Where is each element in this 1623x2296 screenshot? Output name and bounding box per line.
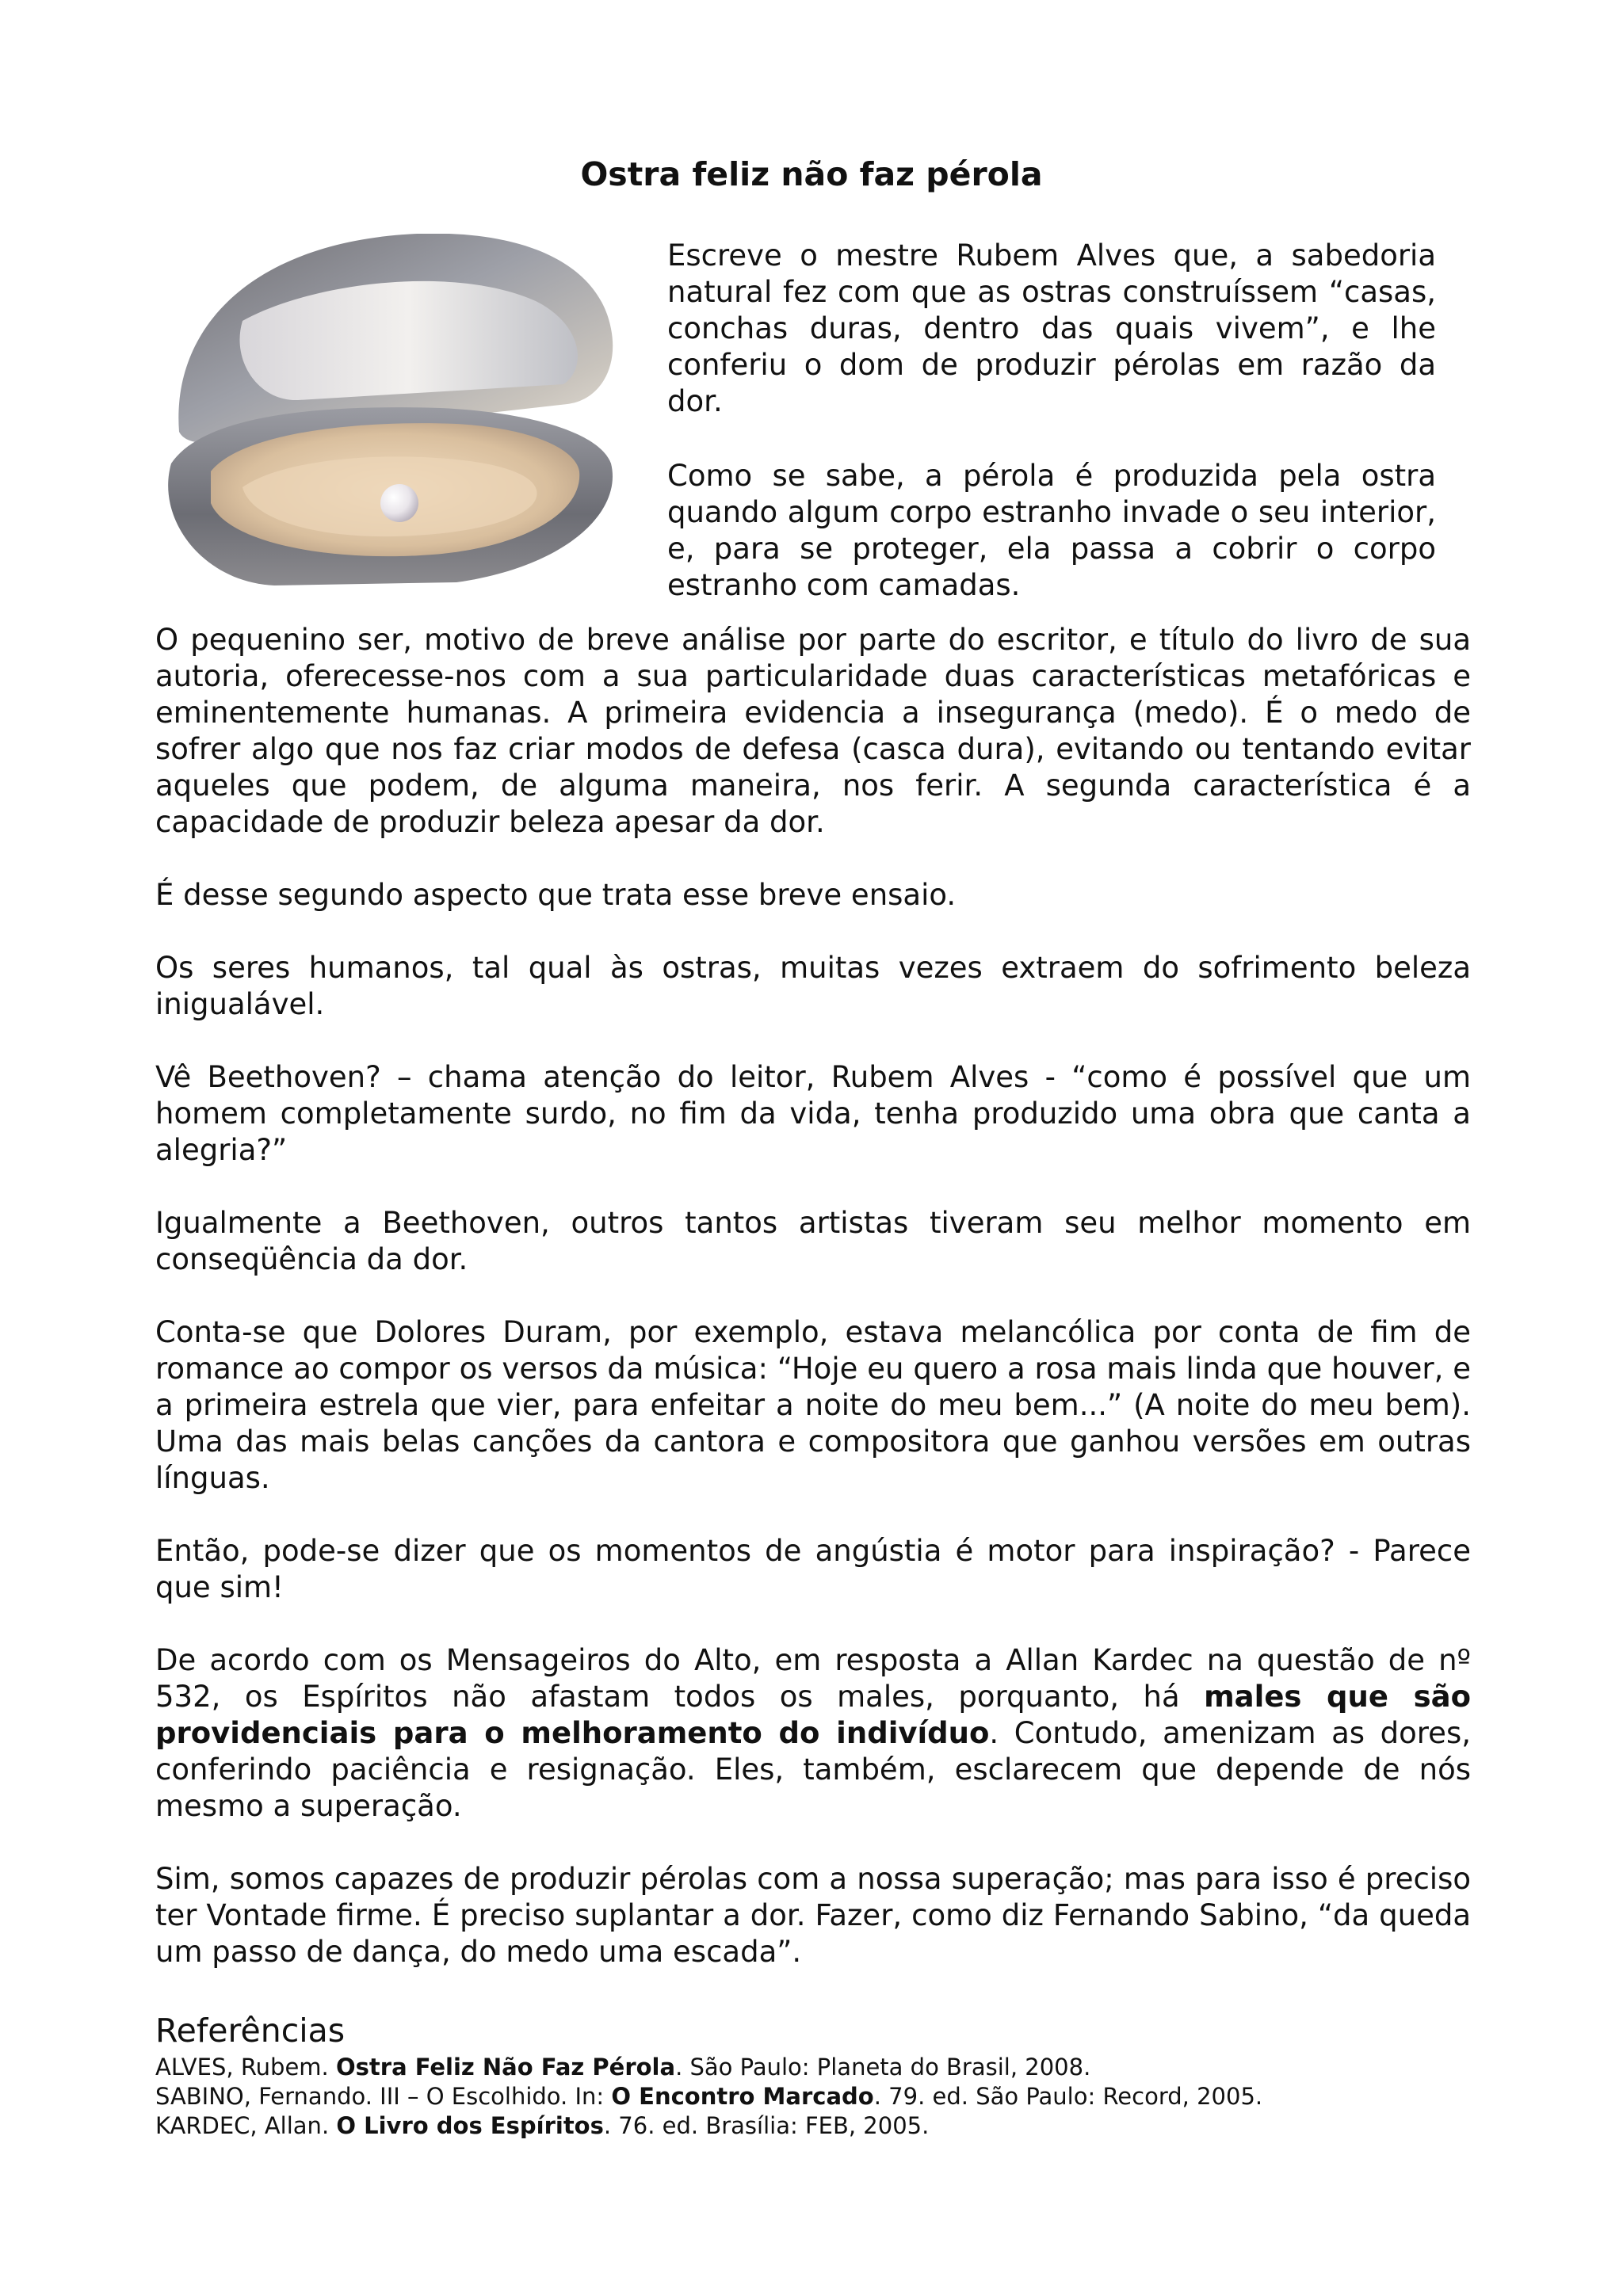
intro-paragraph: Como se sabe, a pérola é produzida pela ostra quando algum corpo estranho invade o seu interior, e, para se proteger, ela passa a cobrir o corpo estranho com camadas. [667, 459, 1436, 602]
essay-body [155, 622, 1471, 2007]
oyster-with-pearl-image [155, 234, 621, 585]
reference-item [155, 2053, 1471, 2082]
body-paragraph: Conta-se que Dolores Duram, por exemplo, estava melancólica por conta de fim de romance ao compor os versos da música: “Hoje eu quero a rosa mais linda que houver, e a primeira estrela que vier, para enfeitar a noite do meu bem...” (A noite do meu bem). Uma das mais belas canções da cantora e compositora que ganhou versões em outras línguas. [155, 1315, 1471, 1495]
body-paragraph: Igualmente a Beethoven, outros tantos artistas tiveram seu melhor momento em conseqüência da dor. [155, 1206, 1471, 1276]
body-paragraph: Vê Beethoven? – chama atenção do leitor, Rubem Alves - “como é possível que um homem completamente surdo, no fim da vida, tenha produzido uma obra que canta a alegria?” [155, 1060, 1471, 1167]
reference-item [155, 2082, 1471, 2111]
document-title: Ostra feliz não faz pérola [580, 155, 1043, 193]
body-paragraph: O pequenino ser, motivo de breve análise por parte do escritor, e título do livro de sua autoria, oferecesse-nos com a sua particularidade duas características metafóricas e eminentemente humanas. A primeira evidencia a insegurança (medo). É o medo de sofrer algo que nos faz criar modos de defesa (casca dura), evitando ou tentando evitar aqueles que podem, de alguma maneira, nos ferir. A segunda característica é a capacidade de produzir beleza apesar da dor. [155, 623, 1471, 839]
intro-text [667, 238, 1436, 642]
body-paragraph: Então, pode-se dizer que os momentos de angústia é motor para inspiração? - Parece que sim! [155, 1534, 1471, 1604]
references-section [155, 2008, 1471, 2141]
reference-title: Ostra Feliz Não Faz Pérola [335, 2054, 676, 2081]
reference-author: SABINO, Fernando. III – O Escolhido. In: [155, 2083, 612, 2110]
references-heading: Referências [155, 2012, 346, 2050]
kardec-emphasis: males que são providenciais para o melhoramento do indivíduo [155, 1680, 1471, 1750]
reference-author: ALVES, Rubem. [155, 2054, 336, 2081]
kardec-paragraph [155, 1642, 1471, 1825]
body-paragraph: Os seres humanos, tal qual às ostras, muitas vezes extraem do sofrimento beleza inigualável. [155, 951, 1471, 1021]
reference-title: O Livro dos Espíritos [336, 2112, 604, 2139]
body-paragraph: É desse segundo aspecto que trata esse breve ensaio. [155, 878, 957, 912]
kardec-text: De acordo com os Mensageiros do Alto, em resposta a Allan Kardec na questão de nº 532, os Espíritos não afastam todos os males, porquanto, há [155, 1643, 1471, 1714]
intro-paragraph: Escreve o mestre Rubem Alves que, a sabedoria natural fez com que as ostras construíssem “casas, conchas duras, dentro das quais vivem”, e lhe conferiu o dom de produzir pérolas em razão da dor. [667, 238, 1436, 418]
reference-title: O Encontro Marcado [611, 2083, 874, 2110]
closing-paragraph: Sim, somos capazes de produzir pérolas com a nossa superação; mas para isso é preciso ter Vontade firme. É preciso suplantar a dor. Fazer, como diz Fernando Sabino, “da queda um passo de dança, do medo uma escada”. [155, 1862, 1471, 1969]
reference-details: . 76. ed. Brasília: FEB, 2005. [603, 2112, 930, 2139]
kardec-text: . Contudo, amenizam as dores, conferindo paciência e resignação. Eles, também, esclarecem que depende de nós mesmo a superação. [155, 1716, 1471, 1823]
reference-details: . São Paulo: Planeta do Brasil, 2008. [675, 2054, 1091, 2081]
reference-item [155, 2111, 1471, 2141]
reference-details: . 79. ed. São Paulo: Record, 2005. [873, 2083, 1263, 2110]
reference-author: KARDEC, Allan. [155, 2112, 337, 2139]
